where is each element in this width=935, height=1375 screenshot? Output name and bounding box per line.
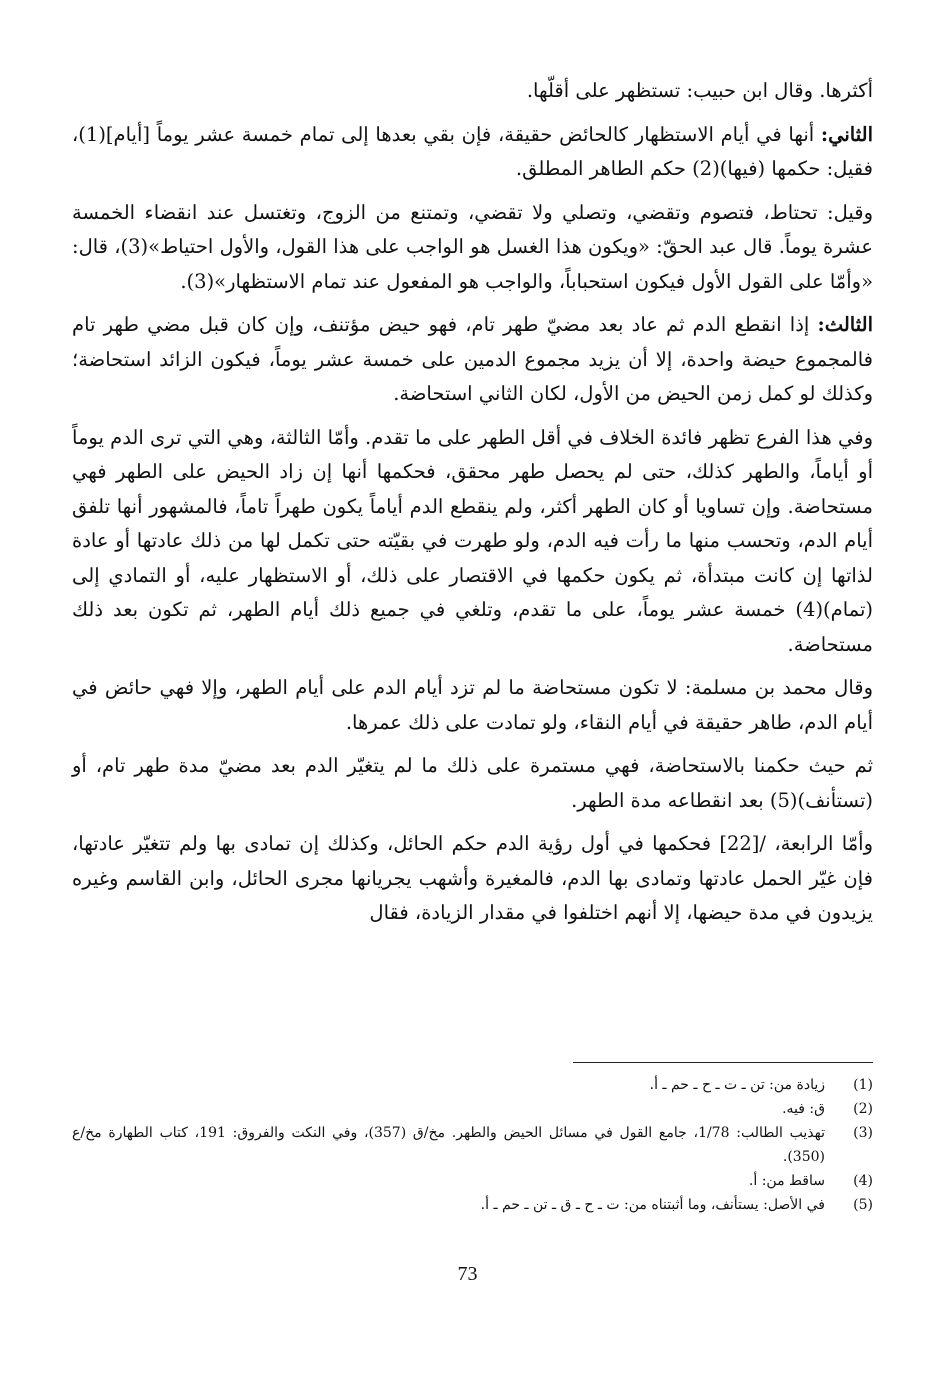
footnote [72,1121,873,1169]
footnote-text: ساقط من: أ. [748,1173,825,1189]
paragraph [72,196,873,300]
paragraph-text: وقال محمد بن مسلمة: لا تكون مستحاضة ما لم تزد أيام الدم على أيام الطهر، وإلا فهي حائض في أيام الدم، طاهر حقيقة في أيام النقاء، ولو تمادت على ذلك عمرها. [72,676,873,734]
paragraph-heading: الثالث: [817,313,873,336]
paragraph [72,421,873,663]
footnote-number: (2) [853,1101,873,1117]
footnote [72,1097,873,1121]
footnote [72,1193,873,1217]
footnote-number: (3) [853,1125,873,1141]
paragraph-text: وفي هذا الفرع تظهر فائدة الخلاف في أقل الطهر على ما تقدم. وأمّا الثالثة، وهي التي ترى الدم يوماً أو أياماً، والطهر كذلك، حتى لم يحصل طهر محقق، فحكمها أنها إن زاد الحيض على الطهر فهي مستحاضة. وإن تساويا أو كان الطهر أكثر، ولم ينقطع الدم أياماً يكون طهراً تاماً، فالمشهور أنها تلفق أيام الدم، وتحسب منها ما رأت فيه الدم، ولو طهرت في بقيّته حتى تكمل لها من ذلك عادتها أو عادة لذاتها إن كانت مبتدأة، ثم يكون حكمها في الاقتصار على ذلك، أو الاستظهار عليه، أو التمادي إلى (تمام)(4) خمسة عشر يوماً، على ما تقدم، وتلغي في جميع ذلك أيام الطهر، ثم تكون بعد ذلك مستحاضة. [72,425,873,656]
paragraph [72,827,873,931]
footnote-number: (4) [853,1173,873,1189]
paragraph-text: إذا انقطع الدم ثم عاد بعد مضيّ طهر تام، فهو حيض مؤتنف، وإن كان قبل مضي طهر تام فالمجموع حيضة واحدة، إلا أن يزيد مجموع الدمين على خمسة عشر يوماً، فيكون الزائد استحاضة؛ وكذلك لو كمل زمن الحيض من الأول، لكان الثاني استحاضة. [72,313,873,405]
paragraph [72,118,873,187]
paragraph-text: ثم حيث حكمنا بالاستحاضة، فهي مستمرة على ذلك ما لم يتغيّر الدم بعد مضيّ مدة طهر تام، أو (تستأنف)(5) بعد انقطاعه مدة الطهر. [72,754,873,812]
paragraph-text: وقيل: تحتاط، فتصوم وتقضي، وتصلي ولا تقضي، وتمتنع من الزوج، وتغتسل عند انقضاء الخمسة عشرة يوماً. قال عبد الحقّ: «ويكون هذا الغسل هو الواجب على هذا القول، والأول احتياط»(3)، قال: «وأمّا على القول الأول فيكون استحباباً، والواجب هو المفعول عند تمام الاستظهار»(3). [72,200,873,293]
paragraph [72,749,873,818]
page-number: 73 [457,1263,478,1285]
paragraph-text: أكثرها. وقال ابن حبيب: تستظهر على أقلّها. [526,79,873,102]
paragraph-text: وأمّا الرابعة، /[22] فحكمها في أول رؤية الدم حكم الحائل، وكذلك إن تمادى بها ولم تتغيّر عادتها، فإن غيّر الحمل عادتها وتمادى بها الدم، فالمغيرة وأشهب يجريانها مجرى الحائل، وابن القاسم وغيره يزيدون في مدة حيضها، إلا أنهم اختلفوا في مقدار الزيادة، فقال [72,832,873,924]
footnote-divider [573,1062,873,1063]
footnote-text: تهذيب الطالب: 1/78، جامع القول في مسائل الحيض والطهر. مخ/ق (357)، وفي النكت والفروق: 191، كتاب الطهارة مخ/ع (350). [72,1125,826,1165]
footnote-text: في الأصل: يستأنف، وما أثبتناه من: ت ـ ح ـ ق ـ تن ـ حم ـ أ. [480,1197,825,1213]
footnote-text: زيادة من: تن ـ ت ـ ح ـ حم ـ أ. [649,1077,825,1093]
footnote-number: (5) [853,1197,873,1213]
footnote [72,1169,873,1193]
paragraph-heading: الثاني: [820,122,873,146]
footnote [72,1073,873,1097]
main-text [72,74,873,940]
footnote-number: (1) [853,1077,873,1093]
footnotes [72,1062,873,1217]
footnote-text: ق: فيه. [782,1101,825,1117]
paragraph [72,308,873,412]
paragraph [72,74,873,109]
paragraph-text: أنها في أيام الاستظهار كالحائض حقيقة، فإن بقي بعدها إلى تمام خمسة عشر يوماً [أيام](1)، فقيل: حكمها (فيها)(2) حكم الطاهر المطلق. [72,122,873,180]
paragraph [72,671,873,740]
